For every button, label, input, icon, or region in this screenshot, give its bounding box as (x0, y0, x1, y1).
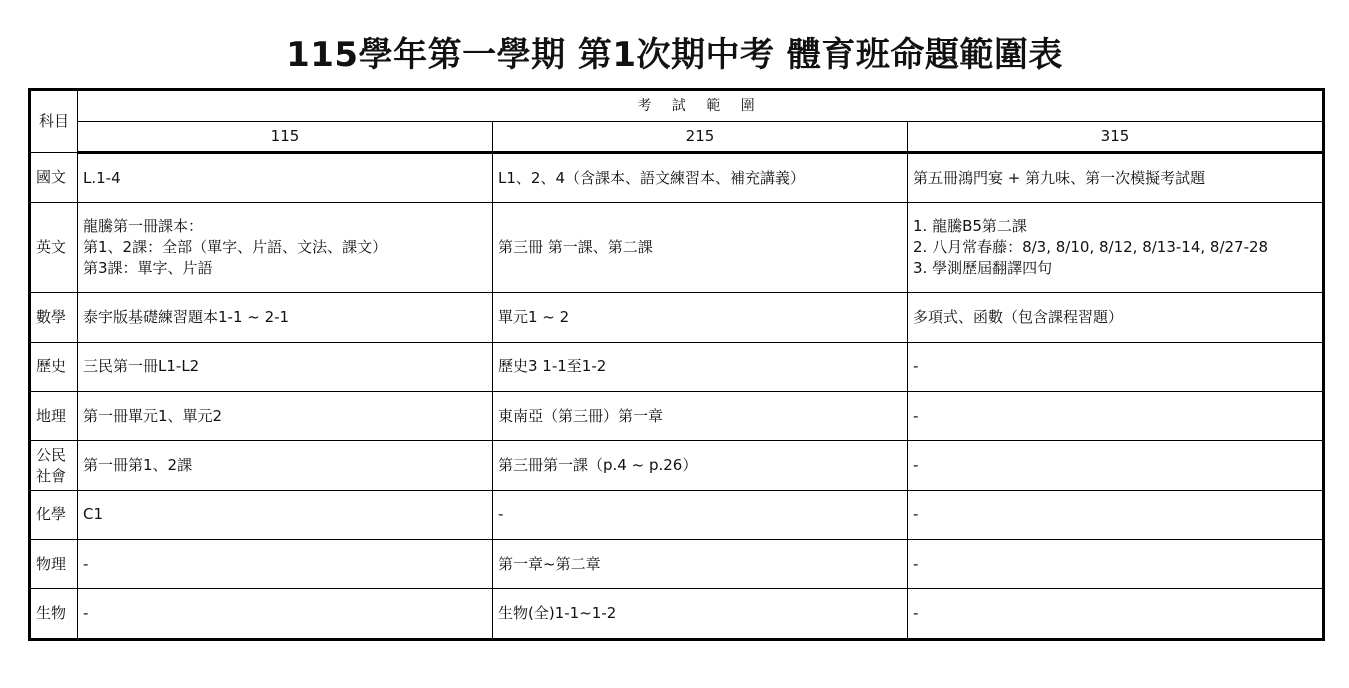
range-cell-215 (493, 391, 908, 440)
range-text: 龍騰第一冊課本： (83, 217, 204, 236)
range-text: 東南亞（第三冊）第一章 (498, 406, 664, 425)
range-text: 第一冊第1、2課 (83, 456, 193, 474)
range-cell-315 (908, 441, 1324, 490)
range-cell-215 (493, 203, 908, 293)
range-text: 第三冊第一課（p.4 ~ p.26） (498, 456, 698, 474)
subject-label: 英文 (36, 238, 67, 257)
range-cell-115 (78, 293, 493, 342)
range-text: - (913, 505, 919, 524)
range-text: 泰宇版基礎練習題本1-1 ~ 2-1 (83, 307, 290, 326)
range-cell-215 (493, 589, 908, 640)
page-title: 115學年第一學期 第1次期中考 體育班命題範圍表 (286, 35, 1063, 75)
subject-cell (30, 203, 78, 293)
table-row (30, 153, 1324, 203)
range-header-label: 考 試 範 圍 (637, 98, 763, 114)
range-cell-115 (78, 441, 493, 490)
range-text: 3. 學測歷屆翻譯四句 (913, 259, 1053, 278)
class-header-115: 115 (78, 122, 493, 153)
range-cell-115 (78, 391, 493, 440)
table-row (30, 589, 1324, 640)
header-row-classes (30, 122, 1324, 153)
range-cell-215 (493, 490, 908, 539)
range-cell-215 (493, 153, 908, 203)
range-text: 第五冊鴻門宴 + 第九味、第一次模擬考試題 (913, 168, 1206, 187)
range-cell-215 (493, 441, 908, 490)
range-cell-315 (908, 540, 1324, 589)
range-text: - (913, 406, 919, 425)
subject-label: 國文 (36, 168, 67, 187)
range-text: 多項式、函數（包含課程習題） (913, 307, 1124, 326)
range-text: - (913, 604, 919, 623)
range-text: 第一章~第二章 (498, 554, 601, 573)
subject-cell (30, 342, 78, 391)
range-cell-115 (78, 342, 493, 391)
range-cell-115 (78, 589, 493, 640)
table-row (30, 203, 1324, 293)
range-text: 歷史3 1-1至1-2 (498, 357, 607, 376)
range-cell-115 (78, 540, 493, 589)
range-cell-315 (908, 391, 1324, 440)
range-text: 1. 龍騰B5第二課 (913, 217, 1027, 236)
range-text: - (913, 357, 919, 376)
subject-header-label: 科目 (38, 112, 69, 130)
subject-cell (30, 540, 78, 589)
subject-label: 公民 (36, 445, 67, 464)
subject-label: 物理 (36, 554, 67, 573)
table-row (30, 342, 1324, 391)
range-text: 第1、2課：全部（單字、片語、文法、課文） (83, 238, 388, 257)
exam-range-table (28, 88, 1325, 641)
range-text: - (83, 604, 89, 623)
range-text: L1、2、4（含課本、語文練習本、補充講義） (498, 168, 805, 187)
range-cell-315 (908, 153, 1324, 203)
range-text: - (498, 505, 504, 524)
range-text: 第三冊 第一課、第二課 (498, 238, 653, 257)
range-cell-115 (78, 153, 493, 203)
header-row-top (30, 90, 1324, 122)
range-text: 生物(全)1-1~1-2 (498, 604, 617, 623)
subject-header (30, 90, 78, 153)
range-text: - (83, 554, 89, 573)
table-row (30, 391, 1324, 440)
table-row (30, 293, 1324, 342)
range-cell-315 (908, 589, 1324, 640)
subject-cell (30, 589, 78, 640)
table-row (30, 490, 1324, 539)
subject-label: 地理 (36, 406, 67, 425)
range-text: C1 (83, 505, 104, 524)
table-row (30, 540, 1324, 589)
range-cell-115 (78, 203, 493, 293)
subject-label: 生物 (36, 604, 67, 623)
range-text: L.1-4 (83, 168, 121, 187)
subject-cell (30, 153, 78, 203)
class-header-315: 315 (908, 122, 1324, 153)
range-cell-315 (908, 490, 1324, 539)
range-text: 第3課：單字、片語 (83, 259, 213, 278)
range-text: 第一冊單元1、單元2 (83, 406, 223, 425)
range-cell-215 (493, 342, 908, 391)
subject-cell (30, 293, 78, 342)
range-cell-315 (908, 342, 1324, 391)
range-cell-315 (908, 203, 1324, 293)
range-text: - (913, 554, 919, 573)
subject-cell (30, 490, 78, 539)
subject-label: 社會 (36, 466, 67, 485)
table-row (30, 441, 1324, 490)
range-cell-115 (78, 490, 493, 539)
range-cell-315 (908, 293, 1324, 342)
range-cell-215 (493, 540, 908, 589)
range-text: 2. 八月常春藤：8/3, 8/10, 8/12, 8/13-14, 8/27-28 (913, 238, 1269, 257)
subject-label: 數學 (36, 307, 67, 326)
class-header-215: 215 (493, 122, 908, 153)
range-cell-215 (493, 293, 908, 342)
subject-label: 化學 (36, 505, 67, 524)
range-text: - (913, 456, 919, 474)
range-text: 三民第一冊L1-L2 (83, 357, 200, 376)
range-text: 單元1 ~ 2 (498, 307, 570, 326)
subject-cell (30, 441, 78, 490)
subject-label: 歷史 (36, 357, 67, 376)
range-header (78, 90, 1324, 122)
subject-cell (30, 391, 78, 440)
